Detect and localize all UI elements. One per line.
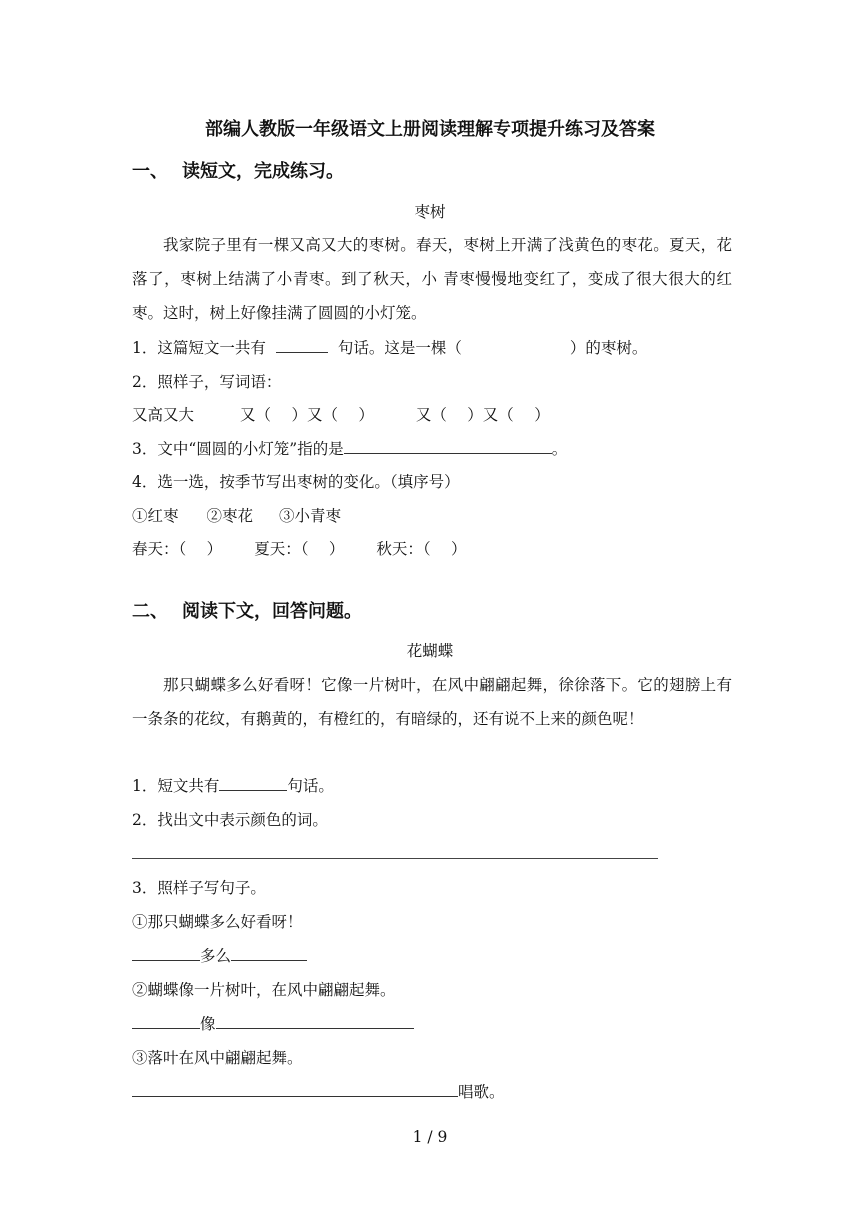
s1-q1-blank-1[interactable] — [276, 337, 328, 353]
s1-question-1 — [132, 337, 647, 359]
section-2-number: 二、 — [132, 601, 168, 622]
s2-s2-blank-1[interactable] — [132, 1013, 200, 1029]
s1-q4-spring[interactable]: 春天：（ ） — [132, 540, 223, 558]
section-1-number: 一、 — [132, 161, 168, 182]
s1-question-2: 2．照样子，写词语： — [132, 373, 282, 391]
s2-sentence-2: ②蝴蝶像一片树叶，在风中翩翩起舞。 — [132, 981, 396, 999]
s2-question-3: 3．照样子写句子。 — [132, 879, 266, 897]
s2-sentence-2-answer — [132, 1013, 414, 1035]
page-number: 1 / 9 — [412, 1128, 448, 1146]
s2-sentence-1-answer — [132, 945, 307, 967]
section-1-heading-text: 读短文，完成练习。 — [182, 161, 344, 182]
s2-s1-blank-2[interactable] — [231, 945, 307, 961]
s1-q2-example: 又高又大 — [132, 406, 195, 424]
document-title: 部编人教版一年级语文上册阅读理解专项提升练习及答案 — [205, 119, 655, 140]
s2-s2-mid: 像 — [200, 1015, 216, 1033]
s1-q2-item-2[interactable]: 又（ ）又（ ） — [415, 406, 550, 424]
s2-sentence-3-answer — [132, 1081, 505, 1103]
s2-s1-mid: 多么 — [200, 947, 232, 965]
s2-q1-blank[interactable] — [219, 775, 287, 791]
s2-sentence-3: ③落叶在风中翩翩起舞。 — [132, 1049, 303, 1067]
s1-q4-seasons — [132, 538, 467, 560]
passage-2-title: 花蝴蝶 — [406, 642, 454, 660]
s1-question-3 — [132, 438, 567, 460]
s2-question-1 — [132, 775, 334, 797]
section-2-heading-text: 阅读下文，回答问题。 — [182, 601, 362, 622]
s2-question-2: 2．找出文中表示颜色的词。 — [132, 811, 328, 829]
s1-q4-summer[interactable]: 夏天：（ ） — [254, 540, 345, 558]
s1-q1-text-c: ）的枣树。 — [569, 339, 648, 357]
section-1-heading — [132, 160, 344, 184]
s2-s3-end: 唱歌。 — [458, 1083, 505, 1101]
s1-q4-options — [132, 505, 341, 527]
s2-s2-blank-2[interactable] — [216, 1013, 414, 1029]
s1-q3-text: 3．文中“圆圆的小灯笼”指的是 — [132, 440, 344, 458]
s2-q2-answer-line[interactable] — [132, 858, 658, 859]
s1-q4-option-1: ①红枣 — [132, 507, 179, 525]
s2-q1-text-b: 句话。 — [287, 777, 334, 795]
s1-q4-option-2: ②枣花 — [206, 507, 254, 525]
s1-q3-period: 。 — [551, 440, 568, 458]
s1-q1-text-b: 句话。这是一棵（ — [337, 339, 462, 357]
s1-q1-text-a: 1．这篇短文一共有 — [132, 339, 266, 357]
s1-q4-autumn[interactable]: 秋天：（ ） — [376, 540, 467, 558]
s2-s1-blank-1[interactable] — [132, 945, 200, 961]
s1-q2-item-1[interactable]: 又（ ）又（ ） — [240, 406, 374, 424]
passage-1-title: 枣树 — [414, 203, 446, 221]
s2-sentence-1: ①那只蝴蝶多么好看呀！ — [132, 913, 303, 931]
passage-1-text: 我家院子里有一棵又高又大的枣树。春天，枣树上开满了浅黄色的枣花。夏天，花落了，枣树上结满了小青枣。到了秋天，小 青枣慢慢地变红了，变成了很大很大的红枣。这时，树上好像挂满了圆圆的小灯笼。 — [132, 236, 732, 322]
s2-q1-text-a: 1．短文共有 — [132, 777, 220, 795]
s1-question-4: 4．选一选，按季节写出枣树的变化。（填序号） — [132, 473, 460, 491]
s1-q2-answer-row — [132, 404, 550, 426]
s1-q4-option-3: ③小青枣 — [279, 507, 342, 525]
passage-2-text: 那只蝴蝶多么好看呀！它像一片树叶，在风中翩翩起舞，徐徐落下。它的翅膀上有一条条的花纹，有鹅黄的，有橙红的，有暗绿的，还有说不上来的颜色呢！ — [132, 676, 732, 728]
s2-s3-blank[interactable] — [132, 1081, 458, 1097]
section-2-heading — [132, 600, 362, 624]
s1-q3-blank[interactable] — [344, 438, 552, 454]
